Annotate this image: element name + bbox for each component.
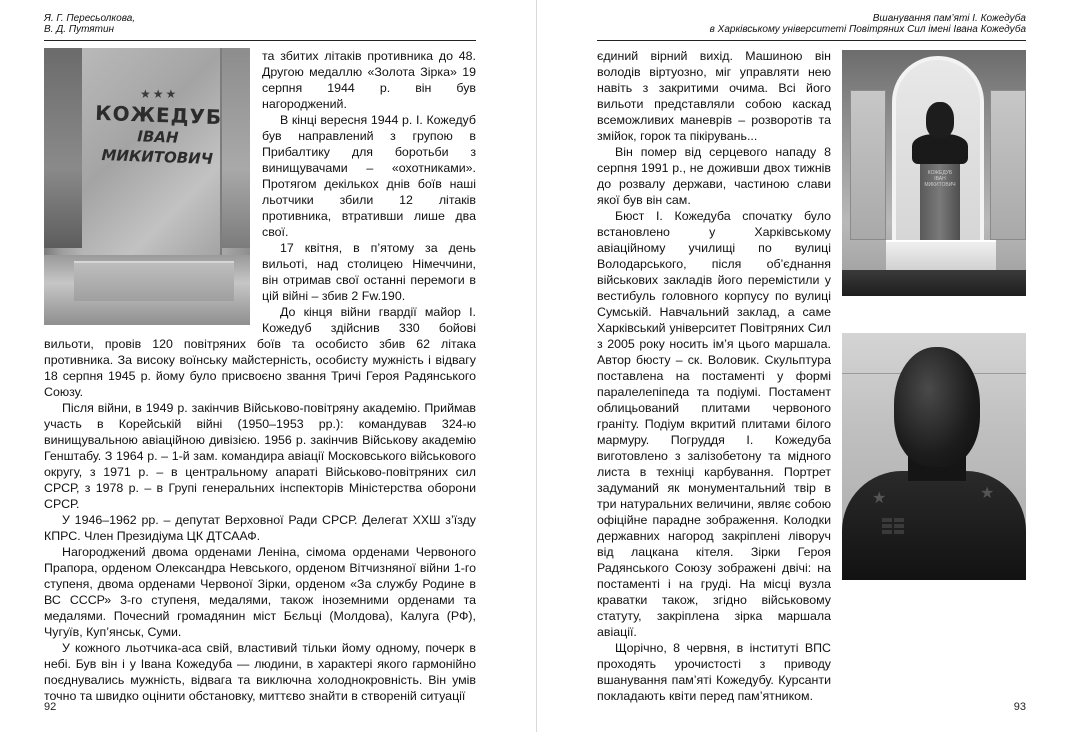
medal-ribbon [894,524,904,528]
right-paragraph: Він помер від серцевого нападу 8 серпня 1991 р., не доживши двох тижнів до розвалу держави, частиною слави якої був він сам. [597,145,831,207]
right-body-text [597,48,831,704]
chapter-title-line-2: в Харківському університеті Повітряних Сил імені Івана Кожедуба [709,24,1026,35]
left-page-number: 92 [44,701,57,713]
plaque-photo [44,48,250,325]
left-paragraph: В кінці вересня 1944 р. І. Кожедуб був направлений з групою в Прибалтику для боротьби з винищувачами – «охотниками». Протягом декількох днів боїв наші льотчики збили 12 літаків противника, втративши лише два свої. [262,113,476,239]
right-running-head [710,13,1026,35]
plaque-wall-left [44,48,84,248]
hero-star-icon: ★ [872,490,887,507]
plaque-inscription [87,101,229,170]
medal-ribbon [894,530,904,534]
left-paragraph: Нагороджений двома орденами Леніна, сімома орденами Червоного Прапора, орденом Олександра Невського, орденом Вітчизняної війни 1-го ступеня, двома орденами Червоної Зірки, орденом «За службу Родине в ВС СССР» 3-го ступеня, медалями, також іноземними орденами та медалями. Почесний громадянин міст Бєльці (Молдова), Калуга (РФ), Чугуїв, Куп’янськ, Суми. [44,545,476,639]
floor [842,270,1026,296]
marshal-star-icon: ★ [980,485,995,502]
left-paragraph: У 1946–1962 рр. – депутат Верховної Ради СРСР. Делегат ХХШ з’їзду КПРС. Член Президіума ЦК ДТСААФ. [44,513,476,543]
right-paragraph: єдиний вірний вихід. Машиною він володів віртуозно, міг управляти нею навіть з закритими очима. Всі його вильоти представляли собою каскад всеможливих маневрів – розворотів та змійок, горок та пікірувань... [597,49,831,143]
plaque-patronymic: МИКИТОВИЧ [101,146,214,168]
left-paragraph: До кінця війни гвардії майор І. Кожедуб здійснив 330 бойові вильоти, провів 120 повітряних боїв та особисто збив 62 літака противника. За високу воїнську майстерність, особисту мужність і відвагу 18 серпня 1945 р. йому було присвоєно звання Тричі Героя Радянського Союзу. [44,305,476,399]
left-page [0,0,536,732]
bust-face [894,347,980,467]
author-line-1: Я. Г. Пересьолкова, [44,13,136,24]
plaque-first-name: ІВАН [137,127,179,147]
medal-ribbon [882,530,892,534]
marble-podium [886,240,996,272]
plaque-image [44,48,250,325]
marble-panel-right [990,90,1026,240]
left-paragraph: У кожного льотчика-аса свій, властивий тільки йому одному, почерк в небі. Був він і у Івана Кожедуба — людини, в характері якого гармонійно поєднувались мужність, відвага та виключна холоднокровність. Він умів точно та швидко оцінити обстановку, миттєво знайти в створеній ситуації [44,641,476,703]
right-page-number: 93 [1013,701,1026,713]
plaque-base [74,261,234,301]
right-header-rule [597,40,1026,41]
marble-panel-left [850,90,886,240]
bust-in-vestibule-photo [842,50,1026,296]
plaque-surname: КОЖЕДУБ [94,100,223,130]
left-running-head [44,13,135,35]
left-body-text [44,48,476,704]
bust-closeup-photo [842,333,1026,580]
right-paragraph: Щорічно, 8 червня, в інституті ВПС проходять урочистості з приводу вшанування пам’яті Кожедубу. Курсанти покладають квіти перед пам’ятником. [597,641,831,703]
author-line-2: В. Д. Путятин [44,24,115,35]
medal-ribbon [894,518,904,522]
left-paragraph: Після війни, в 1949 р. закінчив Військово-повітряну академію. Приймав участь в Корейській війні (1950–1953 рр.): командував 324-ю винищувальною авіаційною дивізією. 1956 р. закінчив Військову академію Генштабу. З 1964 р. – 1-й зам. командира авіації Московського військового округу, з 1971 р. – в центральному апараті Військово-повітряних сил СРСР, з 1978 р. – в Групі генеральних інспекторів Міністерства оборони СРСР. [44,401,476,511]
right-page [537,0,1073,732]
bust-uniform [842,471,1026,580]
plaque-stars: ★★★ [140,87,179,101]
right-paragraph: Бюст І. Кожедуба спочатку було встановлено у Харківському авіаційному училищі по вулиці Володарського, після об’єднання військових закладів його перемістили у вестибуль головного корпусу по вулиці Сумській. Навчальний заклад, а саме Харківський університет Повітряних Сил з 2005 року носить ім’я цього маршала. Автор бюсту – ск. Воловик. Скульптура поставлена на постаменті у формі паралелепіпеда та подіумі. Постамент облицьований плитами червоного граніту. Подіум вкритий плитами білого мармуру. Погруддя І. Кожедуба виготовлено з залізобетону та мідного листа в техніці карбування. Портрет задуманий як монументальний твір в три натуральних величини, являє собою офіційне парадне зображення. Колодки державних нагород закріплені ліворуч від лацкана кітеля. Зірки Героя Радянського Союзу зображені двічі: на постаменті і на груді. На місці вузла краватки також, згідно військовому статуту, закріплена зірка маршала авіації. [597,209,831,639]
chapter-title-line-1: Вшанування пам’яті І. Кожедуба [872,13,1026,24]
bust-shoulders [912,134,968,164]
left-header-rule [44,40,476,41]
pedestal-inscription: КОЖЕДУБ ІВАН МИКИТОВИЧ [924,170,956,188]
medal-ribbon [882,524,892,528]
left-paragraph: та збитих літаків противника до 48. Другою медаллю «Золота Зірка» 19 серпня 1944 р. він був нагороджений. [262,49,476,111]
left-paragraph: 17 квітня, в п’ятому за день вильоті, над столицею Німеччини, він отримав свої останні перемоги в цій війні – збив 2 Fw.190. [262,241,476,303]
bust-head [926,102,954,138]
medal-ribbon [882,518,892,522]
